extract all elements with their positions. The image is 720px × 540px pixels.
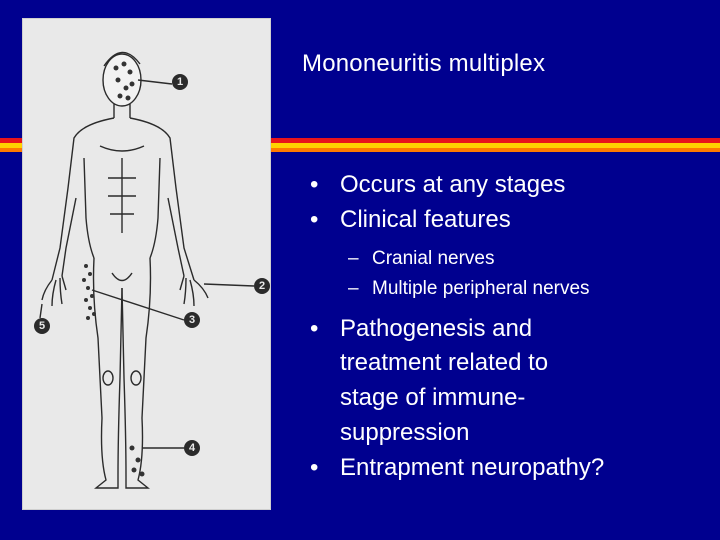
- left-torso-side: [84, 158, 94, 258]
- bullet-marker: •: [310, 205, 319, 233]
- bullet-marker: •: [310, 171, 319, 198]
- left-arm-inner: [62, 198, 76, 276]
- callout-number-3: 3: [188, 314, 196, 326]
- sub-bullet-marker: –: [348, 247, 359, 269]
- bullet-text: Clinical features: [340, 205, 511, 233]
- bullet-item: [310, 203, 710, 238]
- bullet-line: Pathogenesis and: [340, 314, 533, 342]
- right-arm-outer: [130, 118, 194, 280]
- bullet-text: Entrapment neuropathy?: [340, 453, 605, 481]
- callout-number-4: 4: [188, 442, 196, 454]
- callout-number-1: 1: [176, 76, 184, 88]
- callout-number-5: 5: [38, 320, 46, 332]
- bullet-text-multiline: [340, 312, 548, 451]
- left-hand-outline: [42, 276, 66, 306]
- right-arm-inner: [168, 198, 184, 276]
- anatomy-figure: [22, 18, 271, 510]
- bullet-item: [310, 168, 710, 203]
- callout-number-2: 2: [258, 280, 266, 292]
- sub-bullet-item: [348, 274, 710, 304]
- bullet-line: stage of immune-: [340, 384, 526, 412]
- bullet-line: suppression: [340, 419, 470, 447]
- callout-line-2: [204, 284, 254, 286]
- bullet-list: [310, 168, 710, 486]
- right-leg-outline: [122, 258, 151, 488]
- bullet-marker: •: [310, 453, 319, 481]
- left-arm-outer: [52, 118, 114, 280]
- callout-line-3: [92, 290, 184, 320]
- sub-bullet-list: [348, 244, 710, 304]
- sub-bullet-text: Multiple peripheral nerves: [372, 277, 590, 299]
- callout-line-5: [40, 304, 42, 318]
- head-outline: [103, 54, 141, 106]
- bullet-item: [310, 312, 710, 451]
- bullet-text: Occurs at any stages: [340, 171, 566, 198]
- slide-title: Mononeuritis multiplex: [302, 50, 546, 77]
- sub-bullet-item: [348, 244, 710, 274]
- bullet-item: [310, 451, 710, 486]
- sub-bullet-marker: –: [348, 277, 359, 299]
- right-hand-outline: [180, 276, 208, 306]
- human-body-diagram: [22, 18, 271, 510]
- callout-line-1: [138, 80, 172, 84]
- right-torso-side: [150, 158, 160, 258]
- bullet-marker: •: [310, 314, 319, 342]
- sub-bullet-text: Cranial nerves: [372, 247, 495, 269]
- bullet-line: treatment related to: [340, 349, 549, 377]
